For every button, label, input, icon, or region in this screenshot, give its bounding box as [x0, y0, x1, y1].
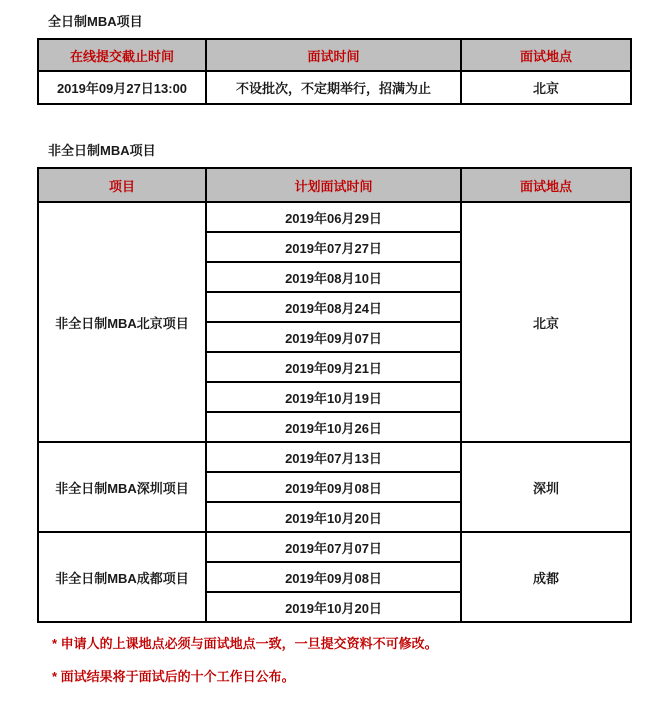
cell-interview-date: 2019年07月13日: [206, 442, 461, 472]
cell-location: 深圳: [461, 442, 631, 532]
cell-location: 北京: [461, 71, 631, 104]
column-header-planned-time: 计划面试时间: [206, 168, 461, 202]
parttime-section-title: 非全日制MBA项目: [48, 143, 156, 158]
cell-interview-time: 不设批次，不定期举行，招满为止: [206, 71, 461, 104]
cell-interview-date: 2019年09月08日: [206, 472, 461, 502]
cell-interview-date: 2019年10月19日: [206, 382, 461, 412]
cell-interview-date: 2019年09月08日: [206, 562, 461, 592]
column-header-deadline: 在线提交截止时间: [38, 39, 206, 71]
table-header-row: [38, 168, 631, 202]
cell-interview-date: 2019年06月29日: [206, 202, 461, 232]
fulltime-section-title: 全日制MBA项目: [48, 14, 143, 29]
cell-interview-date: 2019年07月27日: [206, 232, 461, 262]
column-header-location: 面试地点: [461, 39, 631, 71]
footnotes: [52, 636, 672, 685]
fulltime-schedule-table: [37, 38, 632, 105]
table-row: [38, 532, 631, 562]
parttime-schedule-table: [37, 167, 632, 623]
cell-location: 北京: [461, 202, 631, 442]
footnote-results-rule: * 面试结果将于面试后的十个工作日公布。: [52, 669, 295, 684]
cell-interview-date: 2019年09月21日: [206, 352, 461, 382]
cell-interview-date: 2019年10月26日: [206, 412, 461, 442]
footnote-location-rule: * 申请人的上课地点必须与面试地点一致，一旦提交资料不可修改。: [52, 636, 438, 651]
column-header-interview-time: 面试时间: [206, 39, 461, 71]
column-header-program: 项目: [38, 168, 206, 202]
table-row: [38, 71, 631, 104]
cell-interview-date: 2019年10月20日: [206, 592, 461, 622]
cell-interview-date: 2019年07月07日: [206, 532, 461, 562]
cell-program: 非全日制MBA北京项目: [38, 202, 206, 442]
cell-interview-date: 2019年09月07日: [206, 322, 461, 352]
cell-interview-date: 2019年10月20日: [206, 502, 461, 532]
cell-interview-date: 2019年08月24日: [206, 292, 461, 322]
table-row: [38, 202, 631, 232]
cell-program: 非全日制MBA深圳项目: [38, 442, 206, 532]
table-row: [38, 442, 631, 472]
cell-location: 成都: [461, 532, 631, 622]
table-header-row: [38, 39, 631, 71]
cell-deadline: 2019年09月27日13:00: [38, 71, 206, 104]
cell-program: 非全日制MBA成都项目: [38, 532, 206, 622]
cell-interview-date: 2019年08月10日: [206, 262, 461, 292]
column-header-location: 面试地点: [461, 168, 631, 202]
